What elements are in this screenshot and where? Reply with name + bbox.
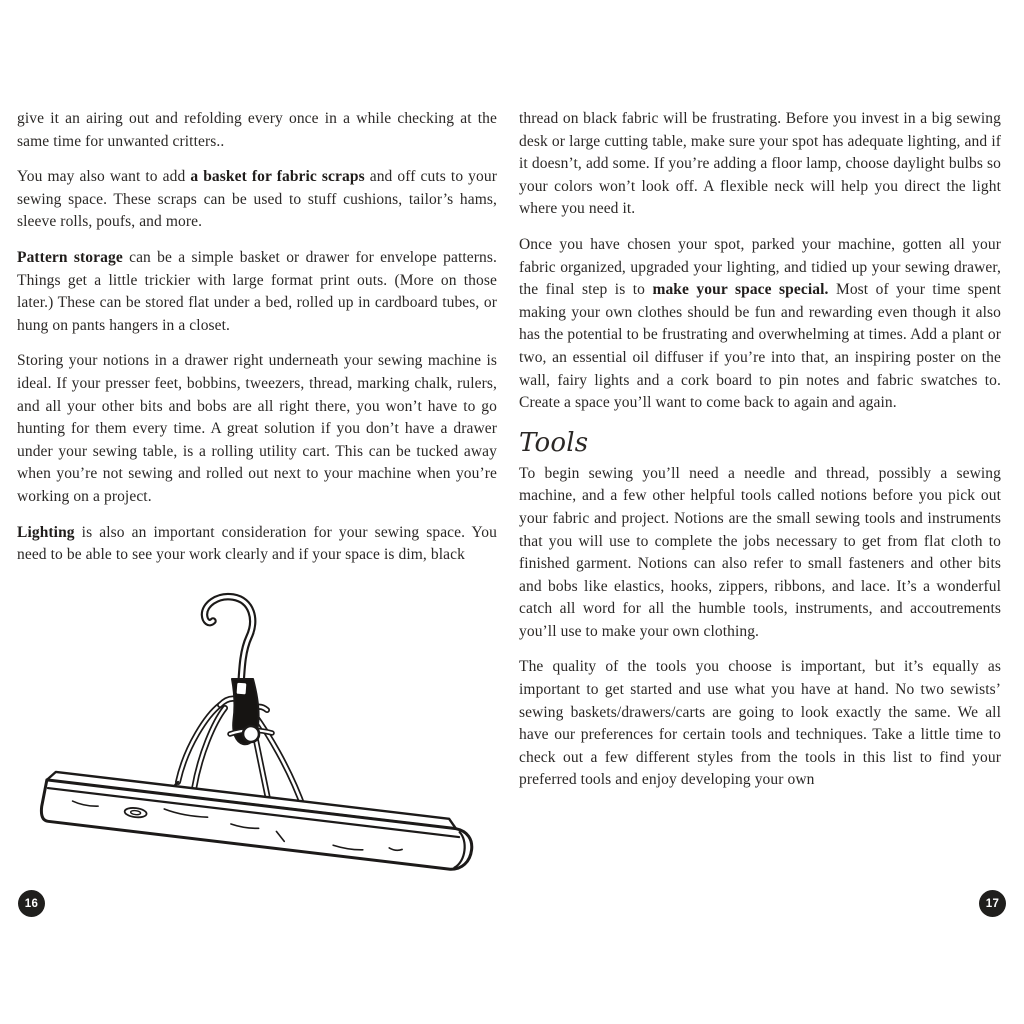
body-paragraph: Pattern storage can be a simple basket or drawer for envelope patterns. Things get a little trickier with large format print outs. (More on those later.) These can be stored flat under a bed, rolled up in cardboard tubes, or hung on pants hangers in a closet. [17,248,498,334]
page-number-left-label: 16 [24,897,39,910]
bold-phrase: Lighting [17,523,75,541]
body-paragraph: To begin sewing you’ll need a needle and thread, possibly a sewing machine, and a few other helpful tools called notions before you pick out your fabric and project. Notions are the small sewing tools and instruments that you will use to complete the jobs necessary to get from flat cloth to finished garment. Notions can also refer to small fasteners and other bits and bobs like elastics, hooks, zippers, ribbons, and lace. It’s a wonderful catch all word for all the humble tools, instruments, and accoutrements you’ll use to make your own clothing. [519,464,1001,640]
body-paragraph: Storing your notions in a drawer right underneath your sewing machine is ideal. If your presser feet, bobbins, tweezers, thread, marking chalk, rulers, and all your other bits and bobs are all right there, you won’t have to go hunting for them every time. A great solution if you don’t have a drawer under your sewing table, is a rolling utility cart. This can be tucked away when you’re not sewing and rolled out next to your machine when you’re working on a project. [17,352,497,505]
bold-phrase: a basket for fabric scraps [190,168,365,186]
left-text-column [17,108,497,580]
page-number-right [979,890,1006,917]
pants-hanger-drawing [26,584,500,882]
bold-phrase: make your space special. [652,281,829,299]
body-paragraph: thread on black fabric will be frustrating. Before you invest in a big sewing desk or large cutting table, make sure your spot has adequate lighting, and if it doesn’t, add some. If you’re adding a floor lamp, choose daylight bulbs so your colors won’t look off. A flexible neck will help you direct the light where you need it. [519,110,1001,218]
body-paragraph: The quality of the tools you choose is important, but it’s equally as important to get started and use what you have at hand. No two sewists’ sewing baskets/drawers/carts are going to look exactly the same. We all have our preferences for certain tools and techniques. Take a little time to check out a few different styles from the tools in this list to find your preferred tools and enjoy developing your own [519,658,1001,789]
bold-phrase: Pattern storage [17,248,123,266]
body-paragraph: You may also want to add a basket for fabric scraps and off cuts to your sewing space. These scraps can be used to stuff cushions, tailor’s hams, sleeve rolls, poufs, and more. [17,168,497,231]
section-heading-tools: Tools [519,427,589,458]
page-number-right-label: 17 [985,897,1000,910]
right-text-column [519,108,1001,805]
body-paragraph: Once you have chosen your spot, parked your machine, gotten all your fabric organized, upgraded your lighting, and tidied up your sewing drawer, the final step is to make your space special. Most of your time spent making your own clothes should be fun and rewarding even though it also has the potential to be frustrating and overwhelming at times. Add a plant or two, an essential oil diffuser if you’re into that, an inspiring poster on the wall, fairy lights and a cork board to pin notes and fabric swatches to. Create a space you’ll want to come back to again and again. [519,235,1001,412]
body-paragraph: give it an airing out and refolding every once in a while checking at the same time for unwanted critters.. [17,110,497,150]
body-paragraph: Lighting is also an important consideration for your sewing space. You need to be able to see your work clearly and if your space is dim, black [17,523,497,564]
page-number-left [18,890,45,917]
pants-hanger-illustration [26,584,500,882]
